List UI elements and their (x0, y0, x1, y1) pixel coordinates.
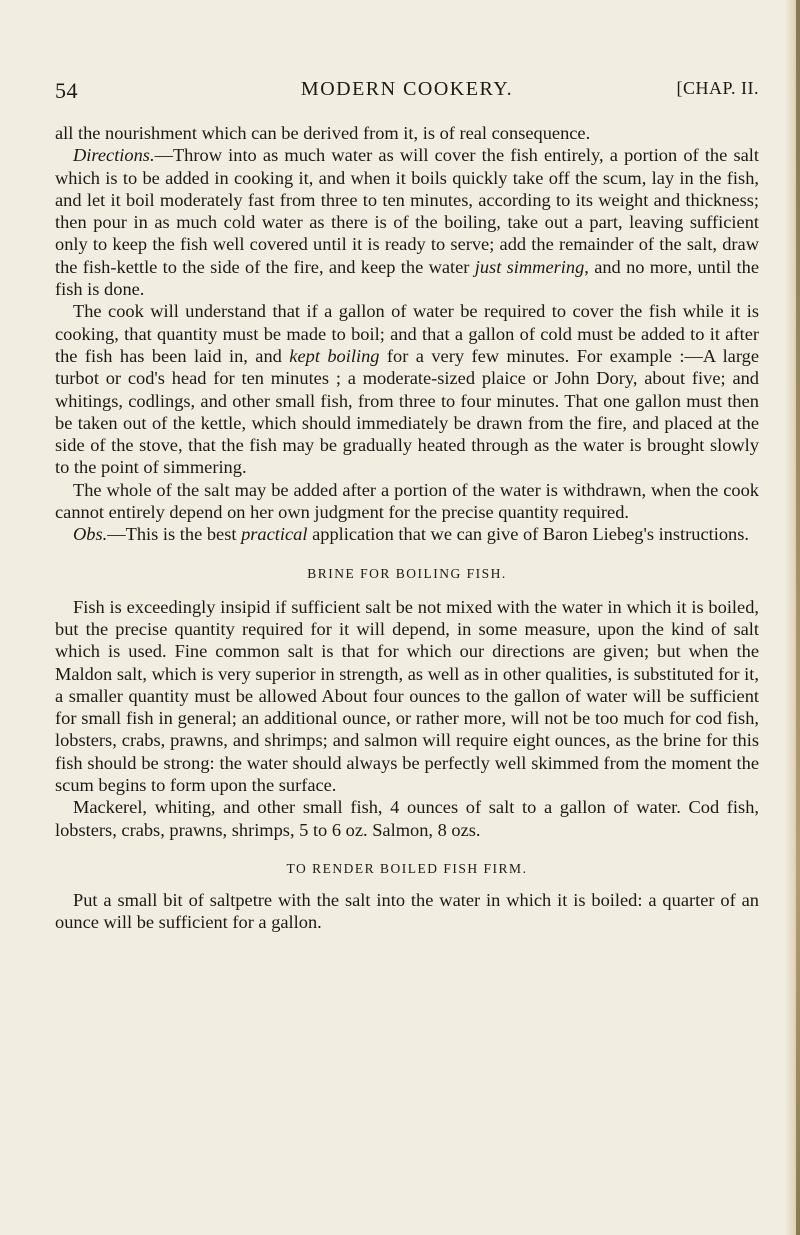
paragraph-gallon: The cook will understand that if a gallon of water be required to cover the fish while it is cooking, that quantity must be made to boil; and that a gallon of cold must be added to it after the fish has been laid in, and kept boiling for a very few minutes. For example :—A large turbot or cod's head for ten minutes ; a moderate-sized plaice or John Dory, about five; and whitings, codlings, and other small fish, from three to four minutes. That one gallon must then be taken out of the kettle, which should immediately be drawn from the fire, and placed at the side of the stove, that the fish may be gradually heated through as the water is brought slowly to the point of simmering. (55, 301, 759, 478)
paragraph-continuation: all the nourishment which can be derived from it, is of real consequence. (55, 123, 591, 143)
paragraph-salt: The whole of the salt may be added after a portion of the water is withdrawn, when the cook cannot entirely depend on her own judgment for the precise quantity required. (55, 479, 759, 523)
paragraph-quantities: Mackerel, whiting, and other small fish, 4 ounces of salt to a gallon of water. Cod fish, lobsters, crabs, prawns, shrimps, 5 to 6 oz. Salmon, 8 ozs. (55, 797, 759, 840)
page-edge-shadow (796, 0, 800, 1235)
obs-label: Obs. (73, 524, 108, 545)
page-number: 54 (55, 78, 78, 103)
directions-label: Directions. (73, 145, 155, 166)
paragraph-saltpetre: Put a small bit of saltpetre with the salt into the water in which it is boiled: a quarter of an ounce will be sufficient for a gallon. (55, 889, 759, 933)
page-body (55, 122, 759, 934)
running-head (55, 70, 759, 106)
section-heading-brine: BRINE FOR BOILING FISH. (307, 565, 507, 581)
section-heading-firm: TO RENDER BOILED FISH FIRM. (286, 860, 528, 876)
paragraph-directions: Directions.—Throw into as much water as will cover the fish entirely, a portion of the salt which is to be added in cooking it, and when it boils quickly take off the scum, lay in the fish, and let it boil moderately fast from three to ten minutes, according to its weight and thickness; then pour in as much cold water as there is of the boiling, take out a part, leaving sufficient only to keep the fish well covered until it is ready to serve; add the remainder of the salt, draw the fish-kettle to the side of the fire, and keep the water just simmering, and no more, until the fish is done. (55, 145, 759, 300)
paragraph-brine: Fish is exceedingly insipid if sufficient salt be not mixed with the water in which it is boiled, but the precise quantity required for it will depend, in some measure, upon the kind of salt which is used. Fine common salt is that for which our directions are given; but when the Maldon salt, which is very superior in strength, as well as in other qualities, is substituted for it, a smaller quantity must be allowed About four ounces to the gallon of water will be sufficient for small fish in general; an additional ounce, or rather more, will not be too much for cod fish, lobsters, crabs, prawns, and shrimps; and salmon will require eight ounces, as the brine for this fish should be strong: the water should always be perfectly well skimmed from the moment the scum begins to form upon the surface. (55, 596, 759, 796)
running-title: MODERN COOKERY. (300, 78, 514, 100)
chapter-marker: [CHAP. II. (676, 78, 759, 98)
paragraph-obs: Obs.—This is the best practical application that we can give of Baron Liebeg's instructions. (73, 524, 749, 545)
page-edge (786, 0, 800, 1235)
